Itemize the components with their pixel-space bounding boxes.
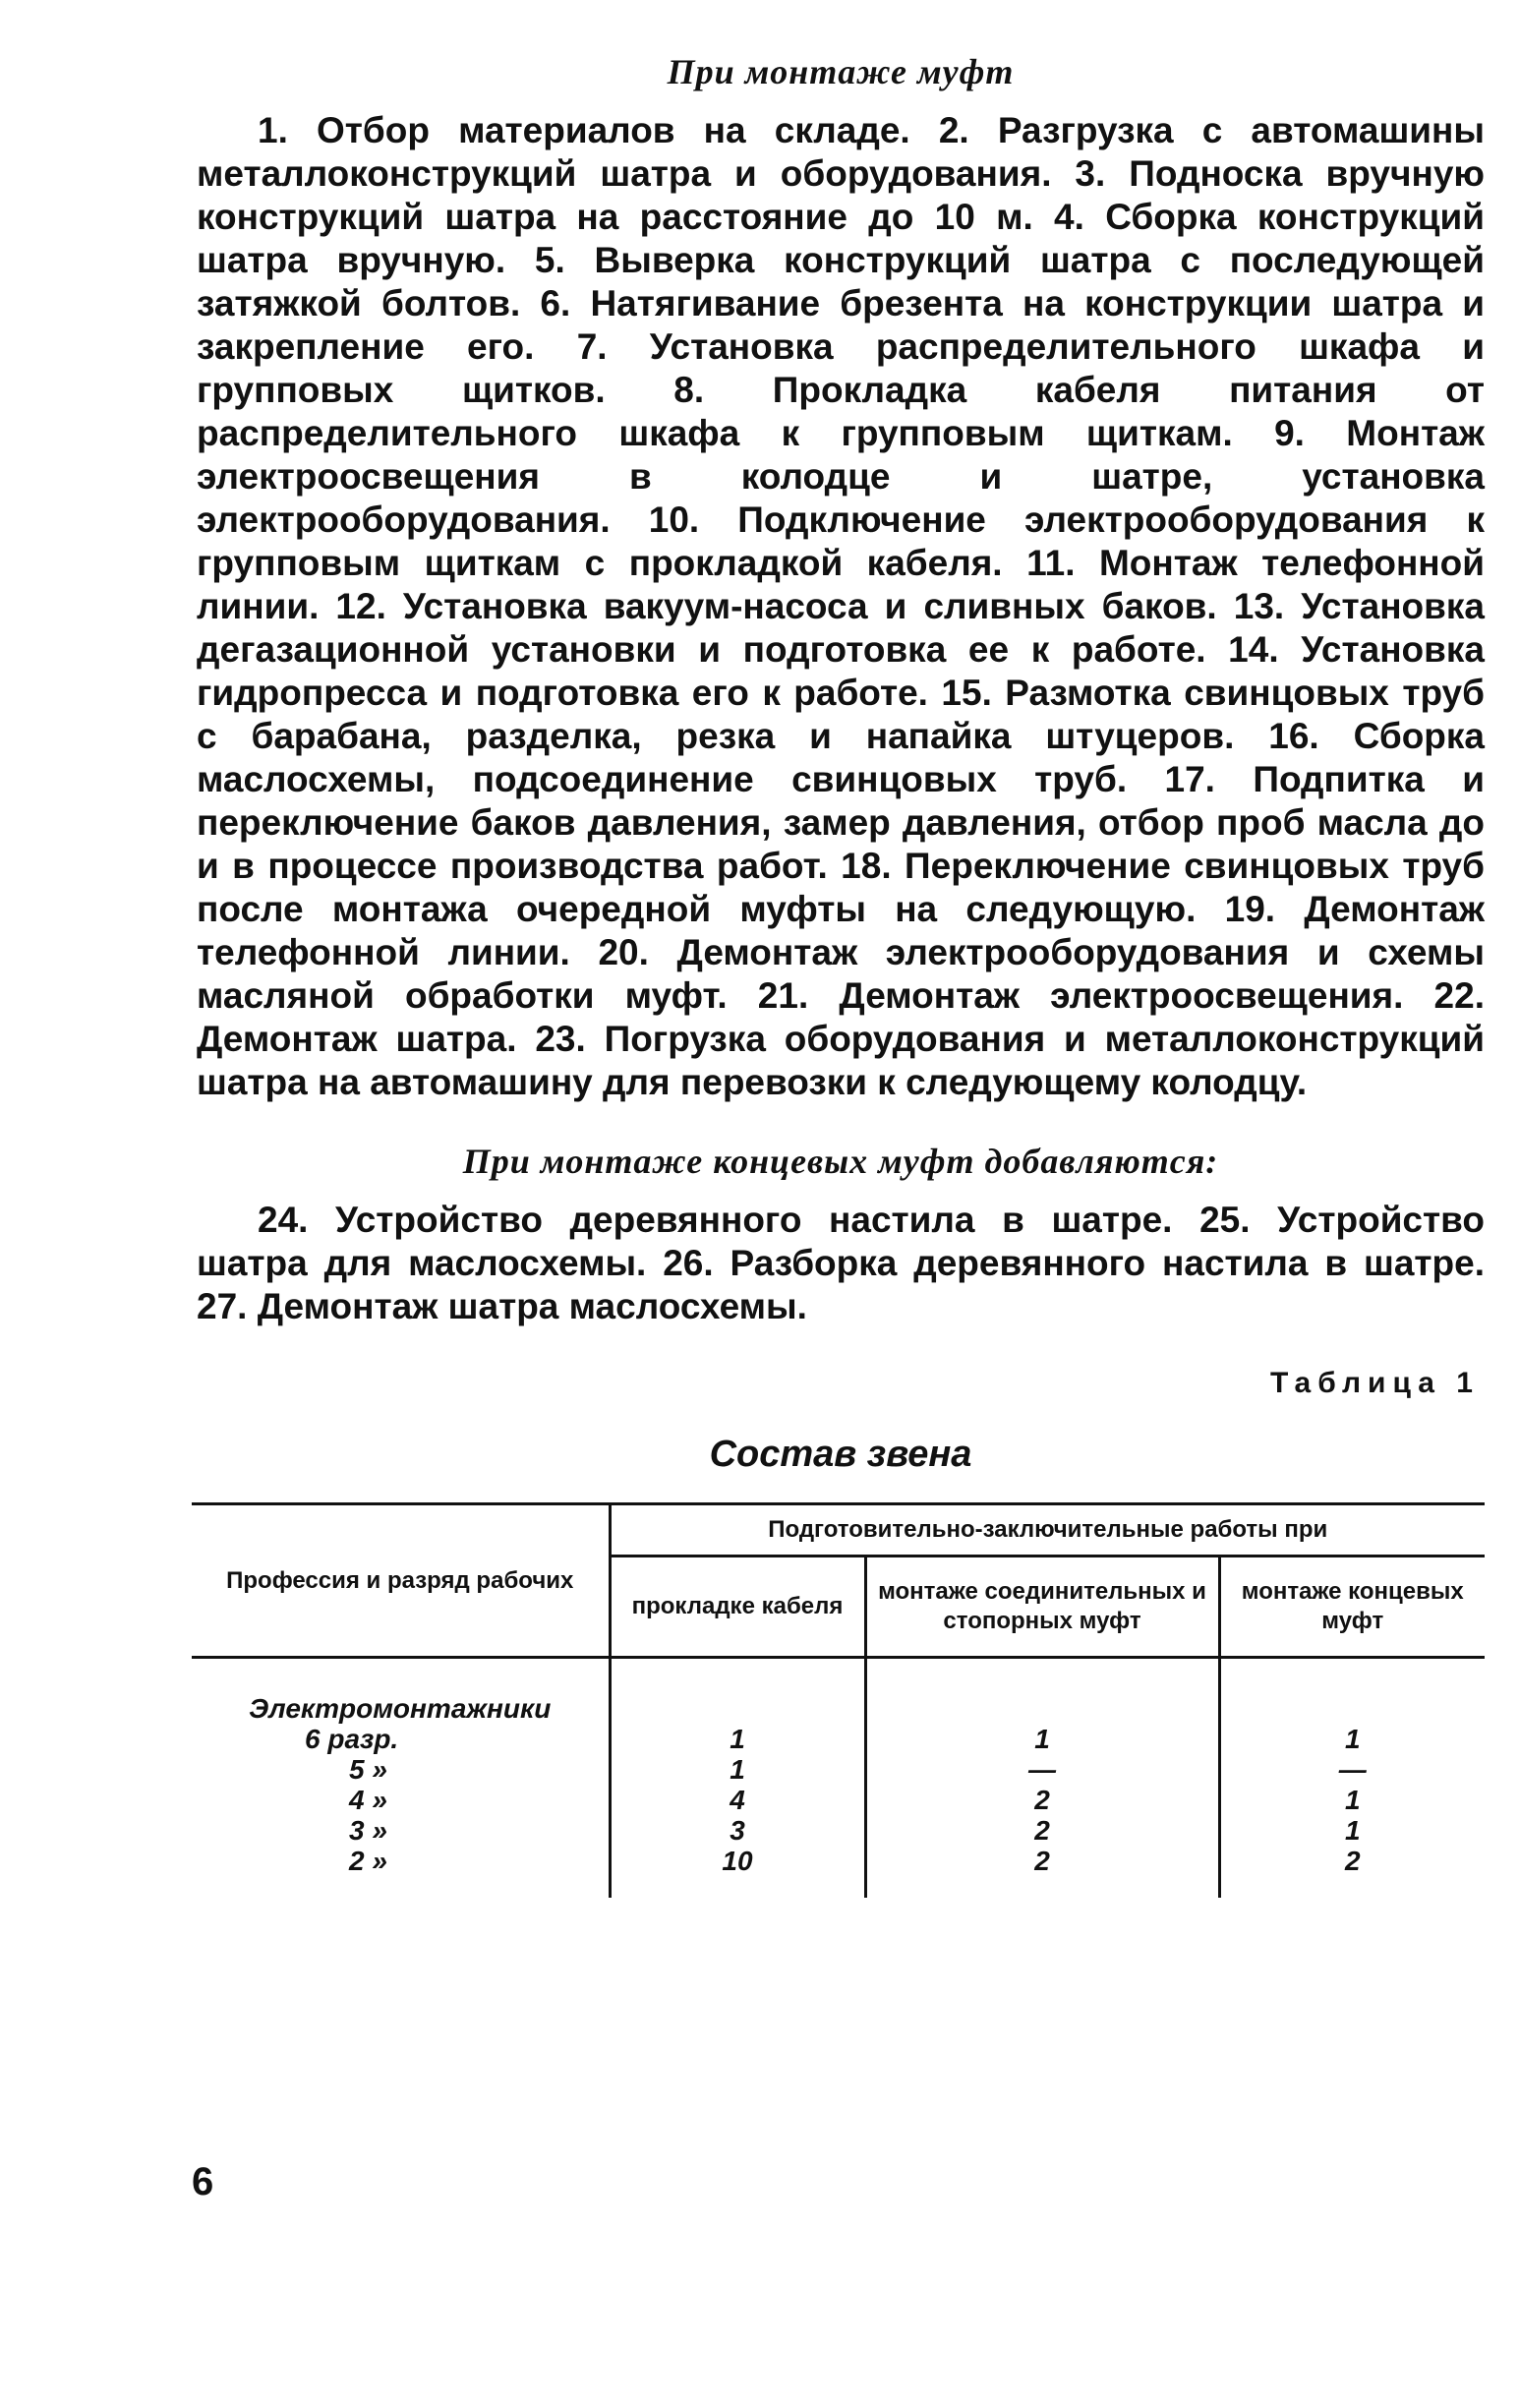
- end-count: 1: [1219, 1785, 1485, 1815]
- additional-operations-paragraph: 24. Устройство деревянного настила в шатре. 25. Устройство шатра для маслосхемы. 26. Разборка деревянного настила в шатре. 27. Демонтаж шатра маслосхемы.: [197, 1200, 1485, 1326]
- page-number: 6: [192, 2160, 214, 2203]
- profession-cell: [192, 1658, 610, 1725]
- profession-name: Электромонтажники: [249, 1692, 552, 1724]
- joint-count: 1: [865, 1724, 1219, 1754]
- table-row: [192, 1846, 1485, 1876]
- end-count: —: [1219, 1754, 1485, 1785]
- table-number-label: Таблица 1: [1269, 1367, 1480, 1399]
- cable-count: 10: [610, 1846, 865, 1876]
- cable-count: 4: [610, 1785, 865, 1815]
- section-heading-end-joints: При монтаже концевых муфт добавляются:: [462, 1142, 1219, 1181]
- table-title: Состав звена: [709, 1434, 972, 1475]
- header-preparatory-works: Подготовительно-заключительные работы при: [610, 1504, 1485, 1556]
- table-row: [192, 1724, 1485, 1754]
- end-count: 1: [1219, 1724, 1485, 1754]
- grade-cell: 3 »: [349, 1815, 387, 1846]
- grade-cell: 5 »: [349, 1754, 387, 1785]
- header-end-joints: монтаже концевых муфт: [1219, 1556, 1485, 1658]
- table-row: [192, 1754, 1485, 1785]
- header-connecting-joints: монтаже соединительных и стопорных муфт: [865, 1556, 1219, 1658]
- grade-cell: 6 разр.: [305, 1724, 399, 1754]
- joint-count: 2: [865, 1815, 1219, 1846]
- table-row: [192, 1785, 1485, 1815]
- grade-cell: 4 »: [349, 1785, 387, 1815]
- end-count: 2: [1219, 1846, 1485, 1876]
- grade-cell: 2 »: [349, 1846, 387, 1876]
- table-row: [192, 1815, 1485, 1846]
- cable-count: 3: [610, 1815, 865, 1846]
- section-heading-joints: При монтаже муфт: [667, 52, 1015, 91]
- cable-count: 1: [610, 1724, 865, 1754]
- joint-count: 2: [865, 1846, 1219, 1876]
- header-cable-laying: прокладке кабеля: [610, 1556, 865, 1658]
- joint-count: 2: [865, 1785, 1219, 1815]
- cable-count: 1: [610, 1754, 865, 1785]
- header-profession: Профессия и разряд рабочих: [192, 1504, 610, 1658]
- joint-count: —: [865, 1754, 1219, 1785]
- operations-list-paragraph: 1. Отбор материалов на складе. 2. Разгрузка с автомашины металлоконструкций шатра и оборудования. 3. Подноска вручную конструкций шатра на расстояние до 10 м. 4. Сборка конструкций шатра вручную. 5. Выверка конструкций шатра с последующей затяжкой болтов. 6. Натягивание брезента на конструкции шатра и закрепление его. 7. Установка распределительного шкафа и групповых щитков. 8. Прокладка кабеля питания от распределительного шкафа к групповым щиткам. 9. Монтаж электроосвещения в колодце и шатре, установка электрооборудования. 10. Подключение электрооборудования к групповым щиткам с прокладкой кабеля. 11. Монтаж телефонной линии. 12. Установка вакуум-насоса и сливных баков. 13. Установка дегазационной установки и подготовка ее к работе. 14. Установка гидропресса и подготовка его к работе. 15. Размотка свинцовых труб с барабана, разделка, резка и напайка штуцеров. 16. Сборка маслосхемы, подсоединение свинцовых труб. 17. Подпитка и переключение баков давления, замер давления, отбор проб масла до и в процессе производства работ. 18. Переключение свинцовых труб после монтажа очередной муфты на следующую. 19. Демонтаж телефонной линии. 20. Демонтаж электрооборудования и схемы масляной обработки муфт. 21. Демонтаж электроосвещения. 22. Демонтаж шатра. 23. Погрузка оборудования и металлоконструкций шатра на автомашину для перевозки к следующему колодцу.: [197, 110, 1485, 1102]
- crew-composition-table: [192, 1502, 1485, 1898]
- end-count: 1: [1219, 1815, 1485, 1846]
